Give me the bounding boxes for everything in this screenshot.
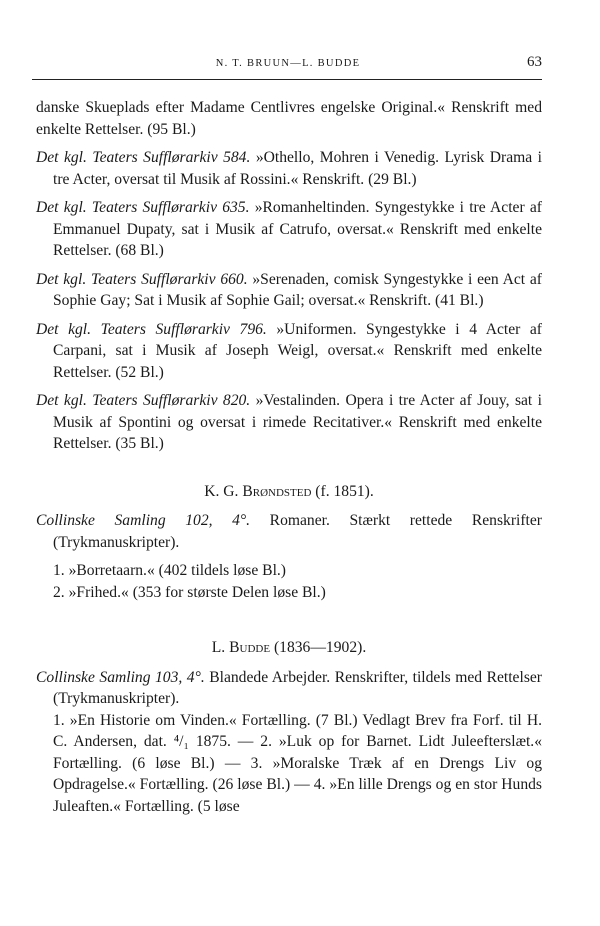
author-initial: L. B (211, 639, 240, 656)
entry-source: Collinske Samling 103, 4°. (36, 668, 205, 686)
entry-vestalinden (36, 390, 542, 455)
running-head: N. T. BRUUN—L. BUDDE (215, 58, 361, 69)
entry-uniformen (36, 319, 542, 384)
entry-serenaden (36, 269, 542, 312)
entry-source: Det kgl. Teaters Sufflørarkiv 584. (36, 149, 251, 166)
entry-text: Romaner. Stærkt rettede Renskrifter (Trykmanuskripter). (53, 512, 542, 551)
entry-budde-works: 1. »En Historie om Vinden.« Fortælling. (7 Bl.) Vedlagt Brev fra Forf. til H. C. Andersen, dat. ⁴/₁ 1875. — 2. »Luk op for Barnet. Lidt Juleefterslæt.« Fortælling. (6 løse Bl.) — 3. »Moralske Træk af en Drengs Liv og Opdragelse.« Fortælling. (26 løse Bl.) — 4. »En lille Drengs og en stor Hunds Juleaften.« Fortælling. (5 løse (53, 711, 542, 815)
entry-text: »Romanheltinden. Syngestykke i tre Acter af Emmanuel Dupaty, sat i Musik af Catrufo, oversat.« Renskrift med enkelte Rettelser. (68 Bl.) (53, 199, 542, 259)
page-header (34, 56, 542, 76)
entry-text: Blandede Arbejder. Renskrifter, tildels med Rettelser (Trykmanuskripter). (53, 668, 542, 707)
list-item: 1. »Borretaarn.« (402 tildels løse Bl.) (53, 562, 286, 579)
entry-continuation (36, 97, 542, 140)
author-dates: (f. 1851). (311, 482, 374, 500)
entry-bronsted-collection (36, 510, 542, 553)
entry-text: danske Skueplads efter Madame Centlivres engelske Original.« Renskrift med enkelte Rettelser. (95 Bl.) (36, 99, 542, 138)
entry-source: Det kgl. Teaters Sufflørarkiv 660. (36, 270, 248, 288)
entry-text: »Serenaden, comisk Syngestykke i een Act af Sophie Gay; Sat i Musik af Sophie Gail; oversat.« Renskrift. (41 Bl.) (53, 270, 542, 309)
entry-text: »Uniformen. Syngestykke i 4 Acter af Carpani, sat i Musik af Joseph Weigl, oversat.« Renskrift med enkelte Rettelser. (52 Bl.) (53, 320, 542, 381)
entry-othello (36, 147, 542, 190)
author-initial: K. G. B (204, 482, 253, 500)
entry-source: Det kgl. Teaters Sufflørarkiv 796. (36, 320, 267, 338)
author-surname: udde (239, 639, 271, 656)
entry-text: »Vestalinden. Opera i tre Acter af Jouy, sat i Musik af Spontini og oversat i rimede Recitativer.« Renskrift med enkelte Rettelser. (35 Bl.) (53, 392, 542, 452)
entry-text: »Othello, Mohren i Venedig. Lyrisk Drama i tre Acter, oversat til Musik af Rossini.« Renskrift. (29 Bl.) (53, 149, 542, 188)
author-heading-budde (36, 637, 542, 659)
entry-source: Collinske Samling 102, 4°. (36, 512, 251, 529)
author-dates: (1836—1902). (270, 639, 367, 656)
entry-source: Det kgl. Teaters Sufflørarkiv 820. (36, 392, 251, 409)
page-number: 63 (527, 54, 542, 70)
header-rule (32, 79, 542, 80)
author-surname: røndsted (252, 482, 312, 500)
list-item: 2. »Frihed.« (353 for største Delen løse Bl.) (53, 583, 326, 601)
author-heading-bronsted (36, 481, 542, 503)
entry-budde-collection (36, 667, 542, 710)
entry-source: Det kgl. Teaters Sufflørarkiv 635. (36, 199, 250, 216)
page-body (36, 97, 542, 817)
entry-romanheltinden (36, 197, 542, 262)
